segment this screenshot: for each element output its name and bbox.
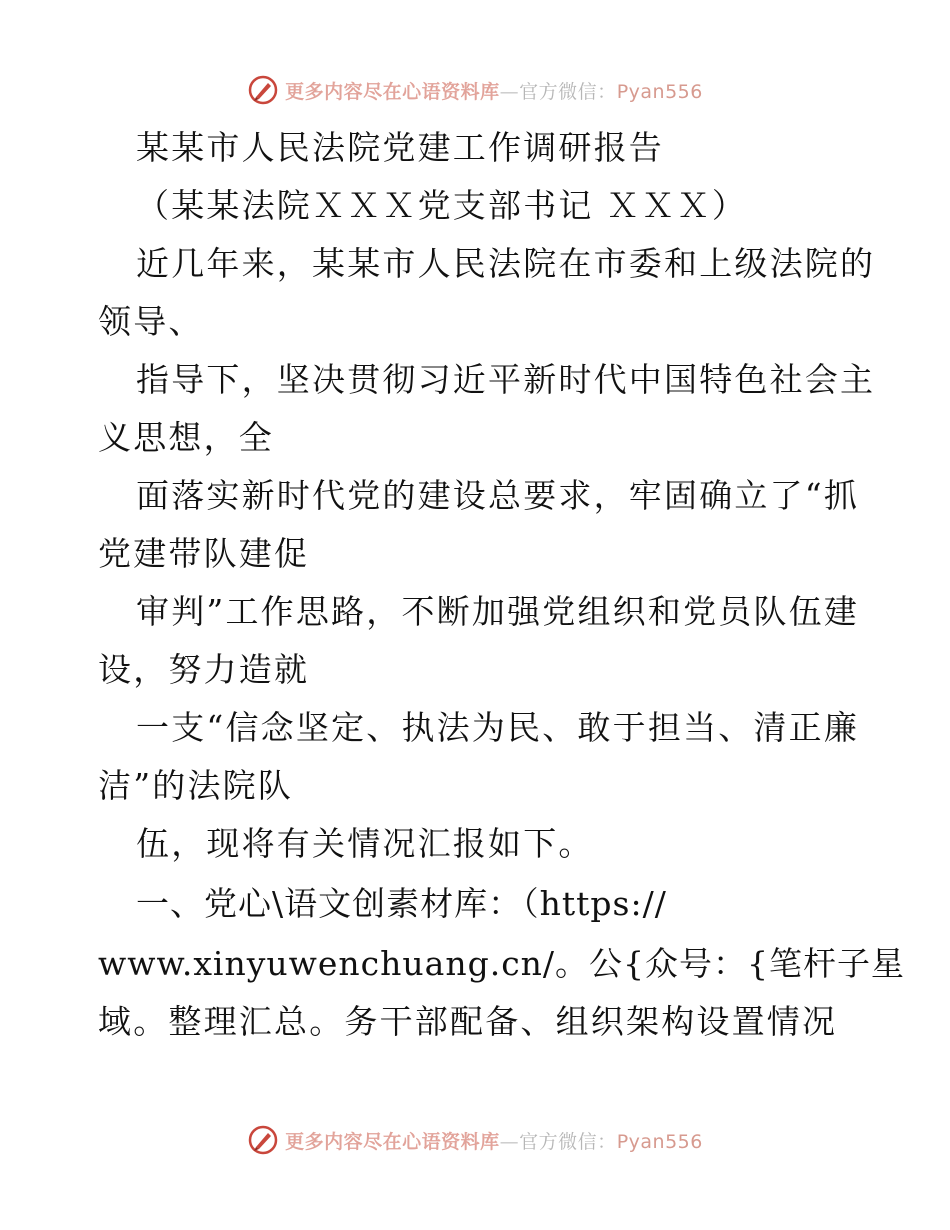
body-line: 面落实新时代党的建设总要求，牢固确立了“抓: [136, 476, 860, 515]
body-line: 伍，现将有关情况汇报如下。: [136, 824, 594, 863]
banner-dash: —: [499, 80, 520, 103]
body-line: 域。整理汇总。务干部配备、组织架构设置情况: [98, 1002, 838, 1041]
body-line: 义思想，全: [98, 418, 274, 457]
banner-slogan: 更多内容尽在心语资料库: [285, 1130, 500, 1153]
body-line-link: 一、党心\语文创素材库：（https://: [136, 884, 667, 923]
banner-wechat-label: 官方微信：: [519, 1130, 617, 1153]
body-line: 洁”的法院队: [98, 766, 294, 805]
document-author: （某某法院ＸＸＸ党支部书记 ＸＸＸ）: [136, 186, 748, 225]
document-title: 某某市人民法院党建工作调研报告: [136, 128, 664, 167]
pen-seal-logo-icon: [247, 1124, 279, 1156]
banner-dash: —: [499, 1130, 520, 1153]
banner-wechat-label: 官方微信：: [519, 80, 617, 103]
body-line: 党建带队建促: [98, 534, 310, 573]
body-line: 设，努力造就: [98, 650, 310, 689]
banner-text: [285, 1127, 703, 1154]
banner-account: Pyan556: [616, 80, 703, 103]
body-line-link: www.xinyuwenchuang.cn/。公{众号：{笔杆子星: [98, 944, 906, 983]
body-line: 审判”工作思路，不断加强党组织和党员队伍建: [136, 592, 860, 631]
body-line: 近几年来，某某市人民法院在市委和上级法院的: [136, 244, 876, 283]
banner-account: Pyan556: [616, 1130, 703, 1153]
body-line: 领导、: [98, 302, 204, 341]
body-line: 指导下，坚决贯彻习近平新时代中国特色社会主: [136, 360, 876, 399]
body-line: 一支“信念坚定、执法为民、敢于担当、清正廉: [136, 708, 860, 747]
banner-slogan: 更多内容尽在心语资料库: [285, 80, 500, 103]
footer-banner: [0, 1120, 950, 1160]
